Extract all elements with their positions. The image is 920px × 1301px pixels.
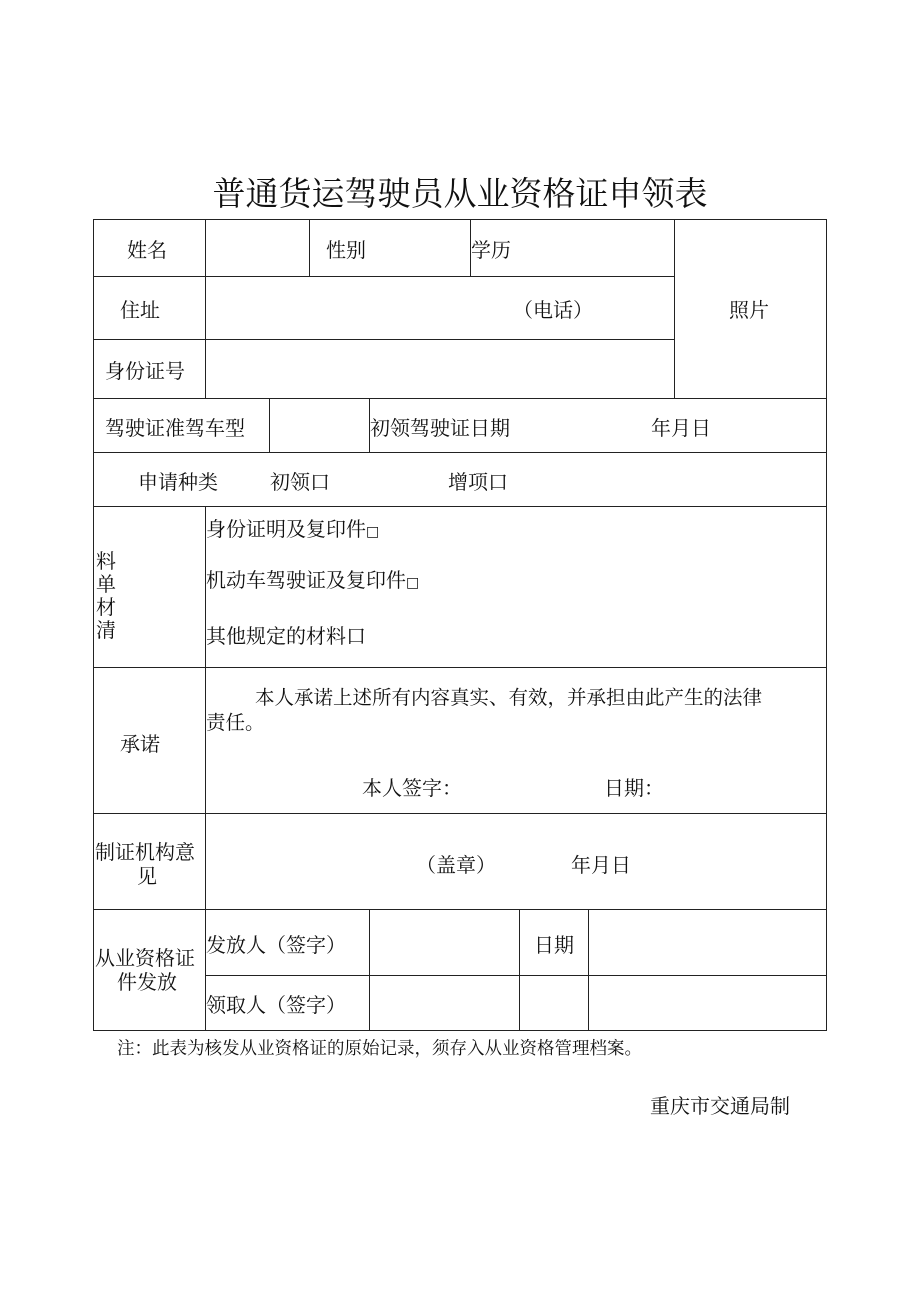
label-gender: 性别: [326, 238, 366, 262]
col-divider: [519, 909, 520, 1030]
id-number-field[interactable]: [206, 340, 673, 398]
label-line: 制证机构意: [95, 840, 195, 864]
seal-date-value: 年月日: [571, 853, 631, 877]
material-item-other[interactable]: 其他规定的材料口: [206, 624, 366, 648]
label-line: 从业资格证: [95, 946, 195, 970]
row-divider: [93, 813, 826, 814]
col-divider: [674, 219, 675, 398]
checkbox-icon[interactable]: □: [366, 524, 380, 540]
first-license-date-value: 年月日: [651, 416, 711, 440]
promise-text-line-1: 本人承诺上述所有内容真实、有效，并承担由此产生的法律: [255, 686, 763, 709]
checkbox-icon[interactable]: □: [406, 575, 420, 591]
label-address: 住址: [120, 298, 160, 322]
issuing-authority: 重庆市交通局制: [650, 1094, 790, 1118]
vertical-char: 单: [96, 572, 116, 596]
label-receiver: 领取人（签字）: [206, 993, 346, 1017]
label-issue-date: 日期: [534, 933, 574, 957]
issuer-signature-field[interactable]: [370, 910, 518, 975]
material-label: 身份证明及复印件: [206, 517, 366, 541]
label-first-license-date: 初领驾驶证日期: [370, 416, 510, 440]
label-education: 学历: [471, 238, 511, 262]
row-divider: [93, 667, 826, 668]
label-certificate-issue: [95, 946, 195, 994]
form-title: 普通货运驾驶员从业资格证申领表: [212, 174, 708, 213]
vertical-char: 清: [96, 618, 116, 642]
table-border-top: [93, 219, 826, 220]
table-border-bottom: [93, 1030, 826, 1031]
option-add-item[interactable]: 增项口: [448, 470, 508, 494]
label-photo: 照片: [729, 298, 769, 322]
name-field[interactable]: [206, 220, 309, 276]
option-first-apply[interactable]: 初领口: [270, 470, 330, 494]
label-agency-opinion: [95, 840, 195, 888]
issue-date-field[interactable]: [589, 910, 825, 975]
label-name: 姓名: [127, 238, 167, 262]
label-phone: （电话）: [513, 298, 593, 322]
label-promise: 承诺: [120, 732, 160, 756]
vertical-char: 材: [96, 595, 116, 619]
row-divider: [93, 506, 826, 507]
col-divider: [309, 219, 310, 276]
row-divider: [93, 452, 826, 453]
material-item-id-proof[interactable]: [206, 517, 379, 544]
label-line: 见: [137, 864, 157, 888]
label-issuer: 发放人（签字）: [206, 933, 346, 957]
label-materials-list: [96, 550, 120, 642]
row-divider: [93, 339, 205, 340]
label-license-type: 驾驶证准驾车型: [105, 416, 245, 440]
row-divider: [93, 398, 826, 399]
label-signature: 本人签字：: [362, 776, 462, 800]
promise-text-line-2: 责任。: [206, 711, 265, 734]
footnote: 注：此表为核发从业资格证的原始记录，须存入从业资格管理档案。: [117, 1039, 642, 1059]
material-label: 机动车驾驶证及复印件: [206, 568, 406, 592]
receiver-signature-field[interactable]: [370, 976, 518, 1030]
label-id-number: 身份证号: [105, 359, 185, 383]
address-field[interactable]: [206, 277, 506, 339]
license-type-field[interactable]: [270, 399, 369, 452]
label-seal: （盖章）: [416, 853, 496, 877]
table-border-right: [826, 219, 827, 1031]
label-promise-date: 日期：: [604, 776, 664, 800]
material-item-driving-license[interactable]: [206, 568, 419, 595]
label-apply-type: 申请种类: [138, 470, 218, 494]
vertical-char: 料: [96, 549, 116, 573]
label-line: 件发放: [117, 970, 177, 994]
